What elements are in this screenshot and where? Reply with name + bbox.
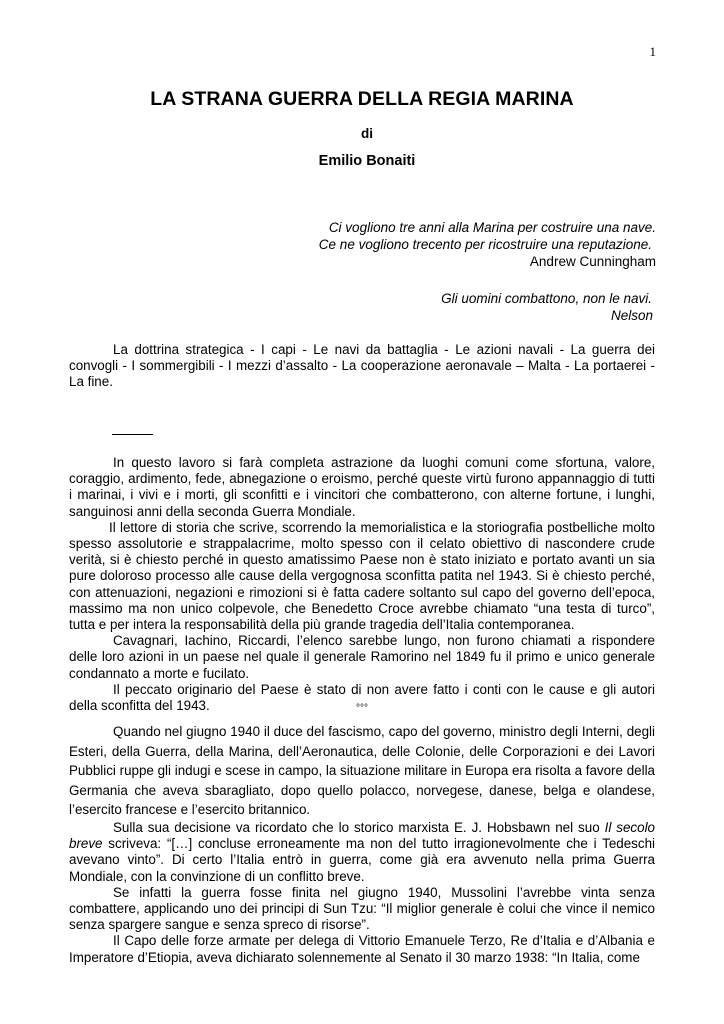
body-paragraph: Il peccato originario del Paese è stato di non avere fatto i conti con le cause e gli autori della sconfitta del 1943. (69, 681, 655, 714)
body-paragraph: Cavagnari, Iachino, Riccardi, l’elenco sarebbe lungo, non furono chiamati a rispondere delle loro azioni in un paese nel quale il generale Ramorino nel 1849 fu il primo e unico generale condannato a morte e fucilato. (69, 633, 655, 681)
byline-di: di (361, 126, 373, 141)
document-title: LA STRANA GUERRA DELLA REGIA MARINA (150, 88, 574, 110)
section-rule (112, 434, 153, 435)
epigraph-line: Gli uomini combattono, non le navi. (441, 291, 652, 306)
intro-section (69, 455, 655, 714)
book-title: Il secolo breve (69, 819, 655, 852)
body-paragraph: Se infatti la guerra fosse finita nel giugno 1940, Mussolini l’avrebbe vinta senza combattere, applicando uno dei principi di Sun Tzu: “Il miglior generale è colui che vince il nemico senza spargere sangue e senza spreco di risorse”. (69, 884, 655, 933)
table-of-contents-summary (69, 342, 655, 391)
summary-paragraph: La dottrina strategica - I capi - Le navi da battaglia - Le azioni navali - La guerra dei convogli - I sommergibili - I mezzi d’assalto - La cooperazione aeronavale – Malta - La portaerei - La fine. (69, 342, 655, 390)
page-number: 1 (649, 44, 656, 59)
body-text-span: scriveva: “[…] concluse erroneamente ma non del tutto irragionevolmente che i Tedeschi avevano vinto”. Di certo l’Italia entrò in guerra, come già era avvenuto nella prima Guerra Mondiale, con la convinzione di un conflitto breve. (69, 836, 655, 884)
body-paragraph: In questo lavoro si farà completa astrazione da luoghi comuni come sfortuna, valore, coraggio, ardimento, fede, abnegazione o eroismo, perché queste virtù furono appannaggio di tutti i marinai, i vivi e i morti, gli sconfitti e i vincitori che combatterono, con alterne fortune, i lunghi, sanguinosi anni della seconda Guerra Mondiale. (69, 455, 655, 519)
author-name: Emilio Bonaiti (318, 153, 416, 169)
section-separator: °°° (356, 703, 368, 714)
main-section (69, 722, 655, 966)
epigraph-line: Ci vogliono tre anni alla Marina per costruire una nave. (328, 220, 656, 235)
body-paragraph: Il lettore di storia che scrive, scorrendo la memorialistica e la storiografia postbelliche molto spesso assolutorie e strappalacrime, molto spesso con il celato obiettivo di nascondere crude verità, si è chiesto perché in questo amatissimo Paese non è stato iniziato e portato avanti un sia pure doloroso processo alle cause della vergognosa sconfitta patita nel 1943. Si è chiesto perché, con attenuazioni, negazioni e rimozioni si è fatta cadere soltanto sul capo del governo dell’epoca, massimo ma non unico colpevole, che Benedetto Croce avrebbe chiamato “una testa di turco”, tutta e per intera la responsabilità della più grande tragedia dell’Italia contemporanea. (69, 519, 655, 633)
body-paragraph (69, 820, 655, 885)
body-paragraph: Il Capo delle forze armate per delega di Vittorio Emanuele Terzo, Re d’Italia e d’Albania e Imperatore d’Etiopia, aveva dichiarato solennemente al Senato il 30 marzo 1938: “In Italia, come (69, 933, 655, 965)
epigraph-attribution: Andrew Cunningham (529, 254, 656, 269)
body-text-span: Sulla sua decisione va ricordato che lo storico marxista E. J. Hobsbawn nel suo (113, 819, 605, 835)
epigraph-nelson (441, 290, 656, 324)
body-paragraph: Quando nel giugno 1940 il duce del fascismo, capo del governo, ministro degli Interni, degli Esteri, della Guerra, della Marina, dell’Aeronautica, delle Colonie, delle Corporazioni e dei Lavori Pubblici ruppe gli indugi e scese in campo, la situazione militare in Europa era risolta a favore della Germania che aveva sbaragliato, dopo quello polacco, norvegese, danese, belga e olandese, l’esercito francese e l’esercito britannico. (69, 724, 655, 818)
epigraph-line: Ce ne vogliono trecento per ricostruire una reputazione. (318, 237, 652, 252)
epigraph-attribution: Nelson (610, 308, 653, 323)
epigraph-cunningham (319, 219, 656, 270)
